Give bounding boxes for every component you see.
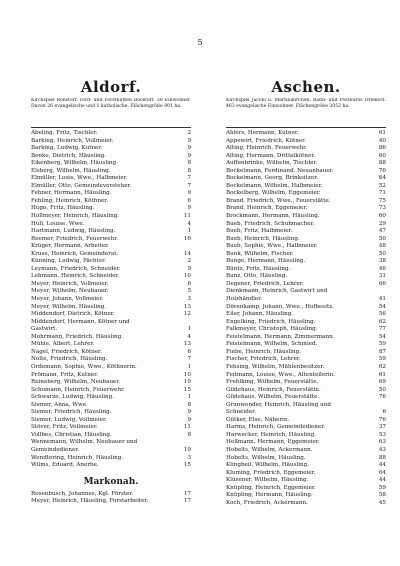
list-item — [31, 439, 191, 447]
entry-name: Middendorf, Hermann, Kötner und — [31, 318, 130, 325]
entry-name: Büntz, Fritz, Häusling. — [226, 265, 291, 272]
entry-name: Degener, Friedrich, Lehrer. — [226, 280, 304, 287]
list-item — [31, 130, 191, 138]
divider — [226, 127, 386, 128]
list-item — [31, 364, 191, 372]
list-item — [226, 492, 386, 500]
list-item — [31, 349, 191, 357]
list-item — [226, 304, 386, 312]
entry-name: Hobelts, Wilhelm, Ackermann. — [226, 446, 313, 453]
entry-number: 7 — [187, 175, 191, 182]
entry-number: 7 — [187, 356, 191, 363]
list-item — [226, 175, 386, 183]
entry-number: 62 — [378, 318, 386, 325]
entry-number: 1 — [187, 228, 191, 235]
entry-number: 69 — [378, 379, 386, 386]
section-title-aschen: Aschen. — [271, 78, 341, 96]
entry-name: Bunk, Wilhelm, Fischer. — [226, 250, 294, 257]
entry-name: Elsberg, Wilhelm, Häusling. — [31, 167, 111, 174]
list-item — [31, 205, 191, 213]
list-item — [226, 311, 386, 319]
entry-name: Eikenberg, Wilhelm, Häusling. — [31, 160, 118, 167]
entry-name: Prömann, Fritz, Kutner. — [31, 371, 98, 378]
list-item — [226, 258, 386, 266]
entry-number: 75 — [378, 197, 386, 204]
list-item — [226, 402, 386, 410]
entry-number: 43 — [378, 446, 386, 453]
list-item — [226, 341, 386, 349]
entry-name: Benke, Dietrich, Häusling. — [31, 152, 107, 159]
entry-name: Feitmann, Louise, Wwe., Altenteilerin. — [226, 371, 335, 378]
entry-name: Appewirt, Friedrich, Kötner. — [226, 137, 306, 144]
entry-number: 1 — [187, 326, 191, 333]
entry-number: 7 — [187, 182, 191, 189]
entry-number: 11 — [183, 213, 191, 220]
list-item — [226, 387, 386, 395]
entry-number: 44 — [378, 477, 386, 484]
entry-name: Bockelmann, Georg, Brinksitzer. — [226, 175, 319, 182]
entry-name: Bockelmann, Ferdinand, Neuanbauer. — [226, 167, 334, 174]
entry-number: 56 — [378, 311, 386, 318]
entry-number: 73 — [378, 205, 386, 212]
list-item — [226, 251, 386, 259]
list-item — [31, 198, 191, 206]
list-item — [31, 455, 191, 463]
list-item — [31, 356, 191, 364]
list-item — [226, 432, 386, 440]
entry-number: 3 — [187, 454, 191, 461]
entry-number: 71 — [378, 190, 386, 197]
entry-name: Barking, Ludwig, Kutner. — [31, 145, 103, 152]
entry-number: 17 — [183, 498, 191, 505]
entry-name: Leymann, Friedrich, Schneider. — [31, 265, 121, 272]
list-item — [31, 387, 191, 395]
entry-name: Brand, Heinrich, Eggemeier. — [226, 205, 308, 212]
list-item — [31, 296, 191, 304]
list-item — [226, 288, 386, 296]
list-item — [226, 168, 386, 176]
entry-name: Frehlking, Wilhelm, Feuerstätte. — [226, 379, 319, 386]
entry-number: 15 — [183, 386, 191, 393]
list-item — [226, 394, 386, 402]
entry-number: 76 — [378, 394, 386, 401]
entry-number: 50 — [378, 235, 386, 242]
entry-number: 47 — [378, 228, 386, 235]
entry-number: 19 — [183, 446, 191, 453]
entry-name: Hartmann, Ludwig, Häusling. — [31, 228, 116, 235]
entry-name: Kluming, Friedrich, Eggemeier. — [226, 469, 316, 476]
list-item — [31, 462, 191, 470]
entry-name: Klingbeil, Wilhelm, Häusling. — [226, 462, 309, 469]
entry-name: Meyer, Heinrich, Vollmeier. — [31, 280, 109, 287]
entry-name: Heßmann, Hermann, Eggemeier. — [226, 439, 320, 446]
divider — [31, 127, 191, 128]
entry-name: Elmüller, Louis, Wwe., Halbmeier. — [31, 175, 128, 182]
entry-name: Hollmeyer, Heinrich, Häusling. — [31, 213, 120, 220]
entry-name: Abeling, Fritz, Tischler. — [31, 130, 98, 136]
entry-number: 63 — [378, 439, 386, 446]
entry-number: 1 — [187, 363, 191, 370]
list-item — [226, 485, 386, 493]
entry-name: Bockelmann, Wilhelm, Halbmeier. — [226, 182, 323, 189]
list-item — [226, 326, 386, 334]
entry-number: 6 — [382, 409, 386, 416]
entry-name: Klüsener, Wilhelm, Häusling. — [226, 477, 309, 484]
entry-list-aschen — [226, 130, 386, 507]
entry-number: 59 — [378, 356, 386, 363]
entry-number: 61 — [378, 371, 386, 378]
subsection-title-markonah: Markonah. — [83, 476, 139, 487]
entry-number: 11 — [183, 424, 191, 431]
entry-number: 13 — [183, 341, 191, 348]
entry-name: Kruse, Heinrich, Gemeinderat. — [31, 250, 119, 257]
entry-number: 38 — [378, 258, 386, 265]
list-item — [31, 417, 191, 425]
entry-name: Nagel, Friedrich, Kötner. — [31, 348, 102, 355]
list-item — [31, 424, 191, 432]
entry-name: Bueb, Heinrich, Häusling. — [226, 235, 300, 242]
list-item — [226, 266, 386, 274]
entry-number: 9 — [187, 205, 191, 212]
entry-name: Ahlers, Hermann, Kutner. — [226, 130, 299, 136]
entry-name: Wilms, Eduard, Anerbe. — [31, 462, 99, 469]
list-item — [31, 190, 191, 198]
entry-name: Siemer, Ludwig, Vollmeier. — [31, 416, 107, 423]
entry-number: 9 — [187, 409, 191, 416]
entry-number: 9 — [187, 265, 191, 272]
list-item — [226, 356, 386, 364]
entry-name: Barking, Heinrich, Vollmeier. — [31, 137, 114, 144]
entry-name: Wennemann, Wilhelm, Neubauer und — [31, 439, 138, 446]
entry-number: 10 — [183, 371, 191, 378]
entry-name: Meyer, Wilhelm, Häusling. — [31, 303, 107, 310]
list-item — [31, 228, 191, 236]
list-item — [31, 258, 191, 266]
entry-list-aldorf — [31, 130, 191, 470]
entry-name: Bunz, Otto, Häusling. — [226, 273, 288, 280]
entry-number: 50 — [378, 386, 386, 393]
list-item — [226, 447, 386, 455]
list-item — [226, 228, 386, 236]
list-item — [226, 221, 386, 229]
entry-name: Middendorf, Dietrich, Kötner. — [31, 311, 115, 318]
list-item — [226, 145, 386, 153]
entry-number: 10 — [183, 379, 191, 386]
entry-number: 64 — [378, 175, 386, 182]
entry-list-markonah — [31, 491, 191, 506]
entry-number: 6 — [187, 197, 191, 204]
entry-name: Fischer, Friedrich, Lehrer. — [226, 356, 301, 363]
entry-name: Gildehaus, Wilhelm, Feuerstätte. — [226, 394, 320, 401]
list-item — [31, 138, 191, 146]
entry-number: 59 — [378, 484, 386, 491]
entry-number: 2 — [187, 130, 191, 136]
list-item — [31, 379, 191, 387]
entry-name: Holzhändler. — [226, 296, 263, 303]
entry-number: 8 — [187, 160, 191, 167]
entry-number: 17 — [183, 490, 191, 497]
list-item — [226, 349, 386, 357]
entry-name: Stöver, Fritz, Vollmeier. — [31, 424, 98, 431]
entry-name: Reineberg, Wilhelm, Neubauer. — [31, 379, 121, 386]
list-item — [31, 281, 191, 289]
list-item — [226, 319, 386, 327]
entry-number: 53 — [378, 431, 386, 438]
entry-name: Siemer, Friedrich, Häusling. — [31, 409, 112, 416]
entry-number: 12 — [183, 311, 191, 318]
list-item — [31, 432, 191, 440]
list-item — [31, 402, 191, 410]
entry-name: Eiler, Johann, Häusling. — [226, 311, 294, 318]
list-item — [226, 273, 386, 281]
right-column — [226, 78, 386, 507]
list-item — [31, 168, 191, 176]
list-item — [226, 364, 386, 372]
entry-name: Wendtering, Heinrich, Häusling. — [31, 454, 124, 461]
entry-number: 66 — [378, 280, 386, 287]
entry-name: Gildehaus, Heinrich, Feuerstätte. — [226, 386, 321, 393]
entry-name: Gemeindediener. — [31, 446, 80, 453]
list-item — [31, 145, 191, 153]
entry-number: 15 — [183, 462, 191, 469]
entry-name: Elmüller, Otto, Gemeindevorsteher. — [31, 182, 132, 189]
list-item — [31, 288, 191, 296]
entry-name: Künning, Ludwig, Pächter. — [31, 258, 106, 265]
list-item — [226, 296, 386, 304]
list-item — [31, 175, 191, 183]
entry-number: 6 — [187, 280, 191, 287]
list-item — [31, 334, 191, 342]
entry-name: Meyer, Wilhelm, Neubauer. — [31, 288, 109, 295]
entry-number: 29 — [378, 220, 386, 227]
entry-number: 77 — [378, 326, 386, 333]
entry-name: Bueb, Sophie, Wwe., Halbmeier. — [226, 243, 318, 250]
entry-name: Fehling, Heinrich, Köthner. — [31, 197, 109, 204]
entry-number: 4 — [187, 333, 191, 340]
entry-name: Fehner, Hermann, Häusling. — [31, 190, 112, 197]
entry-name: Knüpling, Hermann, Häusling. — [226, 492, 313, 499]
entry-name: Schumann, Heinrich, Feuerwehr. — [31, 386, 125, 393]
list-item — [31, 319, 191, 327]
entry-name: Gastwirt. — [31, 326, 58, 333]
entry-number: 46 — [378, 265, 386, 272]
entry-name: Feistelmann, Hermann, Zimmermann. — [226, 333, 335, 340]
entry-number: 86 — [378, 145, 386, 152]
entry-number: 9 — [187, 416, 191, 423]
entry-number: 48 — [378, 243, 386, 250]
entry-name: Knüpling, Heinrich, Eggemeier. — [226, 484, 316, 491]
list-item — [31, 394, 191, 402]
entry-number: 6 — [187, 348, 191, 355]
entry-number: 9 — [187, 190, 191, 197]
list-item — [226, 477, 386, 485]
entry-name: Nolte, Friedrich, Häusling. — [31, 356, 108, 363]
page-number: 5 — [197, 38, 203, 47]
list-item — [226, 372, 386, 380]
entry-name: Krüger, Hermann, Arbeiter. — [31, 243, 110, 250]
list-item — [31, 251, 191, 259]
entry-name: Auffenbrinke, Wilhelm, Tischler. — [226, 160, 318, 167]
entry-number: 62 — [378, 363, 386, 370]
list-item — [31, 273, 191, 281]
list-item — [31, 213, 191, 221]
entry-name: Vollbes, Christian, Häusling. — [31, 431, 112, 438]
entry-number: 45 — [378, 499, 386, 506]
entry-name: Fehsing, Wilhelm, Mühlenbesitzer. — [226, 363, 325, 370]
entry-name: Bunge, Hermann, Häusling. — [226, 258, 306, 265]
list-item — [226, 213, 386, 221]
list-item — [226, 500, 386, 508]
list-item — [31, 491, 191, 499]
list-item — [31, 236, 191, 244]
list-item — [31, 326, 191, 334]
list-item — [226, 205, 386, 213]
entry-name: Rosenbusch, Johannes, Kgl. Förster. — [31, 490, 134, 497]
list-item — [226, 183, 386, 191]
entry-name: Alting, Hermann, Drittelkötner. — [226, 152, 316, 159]
entry-name: Brockmann, Hermann, Häusling. — [226, 213, 320, 220]
entry-number: 4 — [187, 220, 191, 227]
entry-name: Bueb, Fritz, Halbmeier. — [226, 228, 293, 235]
section-title-aldorf: Aldorf. — [80, 78, 142, 96]
entry-name: Feistelmann, Wilhelm, Schmied. — [226, 341, 318, 348]
entry-name: Engelking, Friedrich, Häusling. — [226, 318, 316, 325]
entry-name: Hull, Louise, Wwe. — [31, 220, 85, 227]
list-item — [226, 153, 386, 161]
entry-number: 40 — [378, 137, 386, 144]
entry-name: Hobelts, Wilhelm, Häusling. — [226, 454, 306, 461]
entry-number: 88 — [378, 454, 386, 461]
list-item — [31, 311, 191, 319]
entry-name: Bockelberg, Wilhelm, Eggemeier. — [226, 190, 321, 197]
list-item — [226, 379, 386, 387]
entry-number: 54 — [378, 333, 386, 340]
list-item — [31, 304, 191, 312]
entry-name: Grunwender, Heinrich, Häusling und — [226, 401, 331, 408]
left-column — [31, 78, 191, 506]
entry-number: 5 — [187, 288, 191, 295]
list-item — [226, 455, 386, 463]
entry-number: 37 — [378, 424, 386, 431]
list-item — [31, 183, 191, 191]
entry-number: 31 — [378, 273, 386, 280]
entry-name: Schneider. — [226, 409, 256, 416]
entry-number: 76 — [378, 416, 386, 423]
entry-number: 50 — [378, 250, 386, 257]
entry-name: Dörenkamp, Johann, Wwe., Hofbesitz. — [226, 303, 334, 310]
list-item — [31, 243, 191, 251]
list-item — [226, 470, 386, 478]
entry-number: 64 — [378, 469, 386, 476]
entry-name: Harms, Heinrich, Gemeindediener. — [226, 424, 326, 431]
entry-name: Lehmann, Heinrich, Schneider. — [31, 273, 120, 280]
entry-number: 44 — [378, 462, 386, 469]
entry-number: 88 — [378, 160, 386, 167]
list-item — [226, 198, 386, 206]
entry-number: 41 — [378, 296, 386, 303]
section-description-aldorf: Kirchspiel Bonstorf. Dorf- und Forsthütten Boostorf. 30 Einwohner. Davon 26 evangelische und 1 katholische. Flächengröße 801 ha. — [31, 98, 191, 110]
entry-number: 16 — [183, 235, 191, 242]
entry-name: Meyer, Johann, Vollmeier. — [31, 296, 104, 303]
entry-name: Hugo, Fritz, Häusling. — [31, 205, 95, 212]
list-item — [226, 439, 386, 447]
list-item — [31, 341, 191, 349]
list-item — [226, 417, 386, 425]
entry-number: 87 — [378, 348, 386, 355]
entry-number: 10 — [183, 273, 191, 280]
entry-name: Gütker, Else, Näherin. — [226, 416, 290, 423]
entry-name: Meyer, Heinrich, Häusling, Forstarbeiter. — [31, 498, 149, 505]
list-item — [226, 236, 386, 244]
entry-name: Dienkmann, Heinrich, Gastwirt und — [226, 288, 328, 295]
entry-number: 8 — [187, 431, 191, 438]
entry-number: 60 — [378, 152, 386, 159]
entry-number: 13 — [183, 303, 191, 310]
list-item — [226, 334, 386, 342]
entry-name: Brand, Friedrich, Wwe., Feuerstätte. — [226, 197, 331, 204]
entry-number: 2 — [187, 258, 191, 265]
list-item — [31, 160, 191, 168]
entry-name: Fiebe, Heinrich, Häusling. — [226, 348, 301, 355]
entry-number: 9 — [187, 145, 191, 152]
entry-number: 61 — [378, 130, 386, 136]
list-item — [226, 424, 386, 432]
entry-name: Ordemann, Sophie, Wwe., Köthnerin. — [31, 363, 137, 370]
entry-number: 52 — [378, 182, 386, 189]
list-item — [31, 153, 191, 161]
entry-number: 59 — [378, 341, 386, 348]
entry-number: 76 — [378, 167, 386, 174]
entry-number: 8 — [187, 401, 191, 408]
list-item — [31, 447, 191, 455]
entry-number: 3 — [187, 296, 191, 303]
list-item — [226, 409, 386, 417]
entry-number: 9 — [187, 152, 191, 159]
list-item — [226, 281, 386, 289]
entry-number: 58 — [378, 492, 386, 499]
list-item — [226, 190, 386, 198]
list-item — [226, 130, 386, 138]
entry-name: Harwecker, Heinrich, Häusling. — [226, 431, 316, 438]
entry-name: Alting, Heinrich, Feuerwehr. — [226, 145, 307, 152]
entry-name: Falkmeyer, Christoph, Häusling. — [226, 326, 318, 333]
list-item — [31, 409, 191, 417]
entry-name: Mühle, Albert, Lehrer. — [31, 341, 95, 348]
section-description-aschen: Kirchspiel Jacobi u. Martinikirchen. Bahn- und Postbüros Dreikost. 463 evangelische Einwohner. Flächengröße 2053 ha. — [226, 98, 386, 110]
entry-number: 8 — [187, 167, 191, 174]
entry-name: Koch, Friedrich, Ackermann. — [226, 499, 308, 506]
entry-number: 54 — [378, 303, 386, 310]
entry-name: Mohrmann, Friedrich, Häusling. — [31, 333, 123, 340]
list-item — [31, 266, 191, 274]
list-item — [31, 221, 191, 229]
entry-number: 14 — [183, 250, 191, 257]
list-item — [226, 243, 386, 251]
entry-name: Schwarze, Ludwig, Häusling. — [31, 394, 115, 401]
entry-name: Reemer, Friedrich, Feuerwehr. — [31, 235, 119, 242]
list-item — [31, 372, 191, 380]
list-item — [31, 498, 191, 506]
entry-number: 60 — [378, 213, 386, 220]
entry-name: Bueb, Friedrich, Schuhmacher. — [226, 220, 315, 227]
entry-name: Siemer, Anna, Wwe. — [31, 401, 88, 408]
entry-number: 1 — [187, 394, 191, 401]
list-item — [226, 138, 386, 146]
entry-number: 9 — [187, 137, 191, 144]
list-item — [226, 462, 386, 470]
list-item — [226, 160, 386, 168]
